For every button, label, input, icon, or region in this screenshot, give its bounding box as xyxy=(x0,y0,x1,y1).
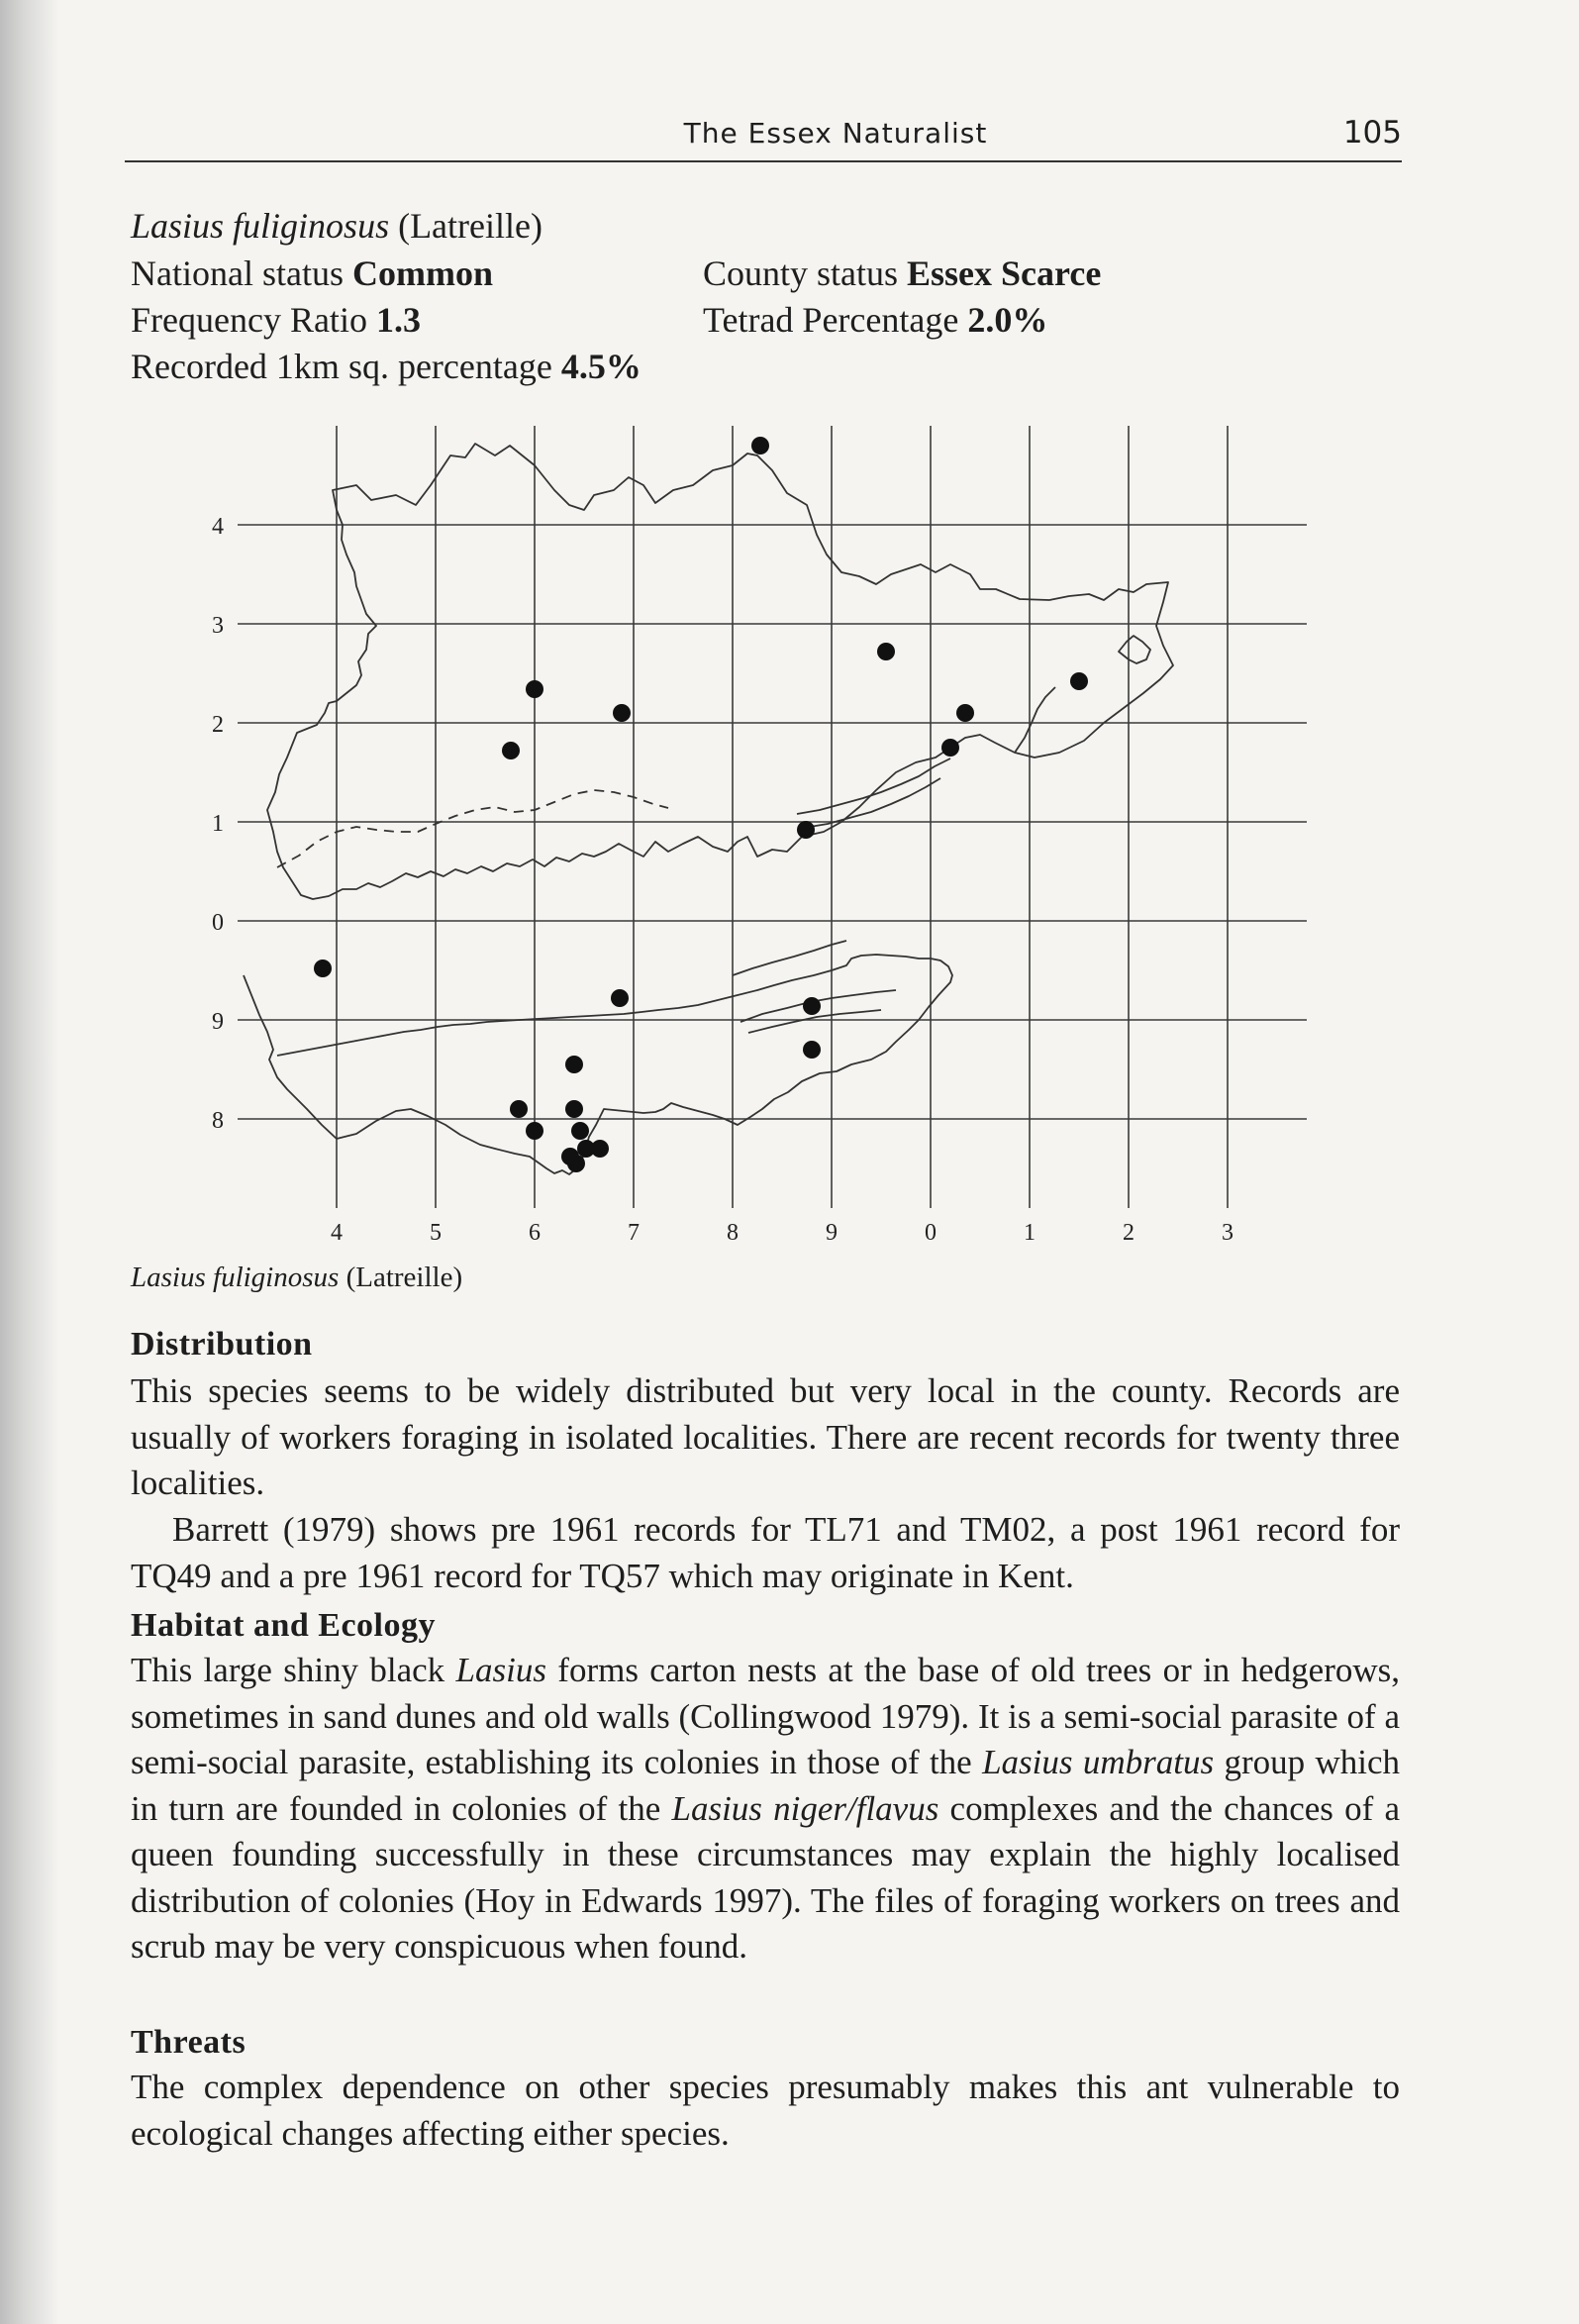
recorded-percentage xyxy=(131,344,641,389)
row-label-3: 1 xyxy=(212,811,224,837)
county-status-label: County status xyxy=(703,253,899,293)
county-status xyxy=(703,251,1101,296)
species-title xyxy=(131,203,543,249)
running-header xyxy=(125,109,1402,162)
heading-habitat: Habitat and Ecology xyxy=(131,1607,436,1644)
col-label-0: 4 xyxy=(331,1220,343,1246)
row-label-5: 9 xyxy=(212,1009,224,1035)
national-status-value: Common xyxy=(351,253,493,293)
row-label-1: 3 xyxy=(212,613,224,639)
distribution-paragraph-1: This species seems to be widely distributed but very local in the county. Records are usually of workers foraging in isolated localities. There are recent records for twenty three localities. xyxy=(131,1371,1400,1502)
col-labels xyxy=(331,1220,1234,1246)
record-dot-2 xyxy=(1070,672,1088,690)
species-genus: Lasius xyxy=(131,206,225,246)
record-dot-1 xyxy=(877,643,895,660)
species-author: (Latreille) xyxy=(398,206,543,246)
col-label-7: 1 xyxy=(1024,1220,1036,1246)
row-label-6: 8 xyxy=(212,1108,224,1134)
habitat-italic-niger-flavus: Lasius niger/flavus xyxy=(671,1788,939,1828)
recorded-percentage-value: 4.5% xyxy=(560,347,641,386)
record-dot-5 xyxy=(502,742,520,759)
hamford-water xyxy=(1119,636,1150,663)
record-dot-13 xyxy=(565,1056,583,1073)
record-dot-14 xyxy=(510,1100,528,1118)
colne-estuary xyxy=(1015,687,1055,753)
col-label-2: 6 xyxy=(529,1220,541,1246)
record-dot-19 xyxy=(591,1140,609,1158)
habitat-paragraph: This large shiny black Lasius forms carton nests at the base of old trees or in hedgerows, sometimes in sand dunes and old walls (Collingwood 1979). It is a semi-social parasite of a semi-social parasite, establishing its colonies in those of the Lasius umbratus group which in turn are founded in colonies of the Lasius niger/flavus complexes and the chances of a queen founding successfully in these circumstances may explain the highly localised distribution of colonies (Hoy in Edwards 1997). The files of foraging workers on trees and scrub may be very conspicuous when found. xyxy=(131,1651,1401,1966)
record-dots xyxy=(314,437,1088,1172)
caption-epithet: fuliginosus xyxy=(213,1262,340,1293)
col-label-1: 5 xyxy=(430,1220,442,1246)
record-dot-11 xyxy=(803,997,821,1015)
tetrad-percentage xyxy=(703,297,1047,343)
row-label-4: 0 xyxy=(212,910,224,936)
record-dot-10 xyxy=(611,989,629,1007)
col-label-8: 2 xyxy=(1123,1220,1135,1246)
heading-distribution: Distribution xyxy=(131,1326,313,1363)
tetrad-percentage-value: 2.0% xyxy=(967,300,1048,340)
record-dot-4 xyxy=(613,704,631,722)
col-label-5: 9 xyxy=(826,1220,838,1246)
map-caption xyxy=(131,1262,462,1294)
tetrad-percentage-label: Tetrad Percentage xyxy=(703,300,959,340)
record-dot-15 xyxy=(565,1100,583,1118)
habitat-italic-umbratus: Lasius umbratus xyxy=(982,1743,1215,1781)
heading-threats: Threats xyxy=(131,2024,247,2061)
record-dot-21 xyxy=(561,1148,579,1165)
habitat-italic-lasius: Lasius xyxy=(455,1651,546,1689)
row-label-2: 2 xyxy=(212,712,224,738)
row-label-0: 4 xyxy=(212,514,224,540)
frequency-ratio-label: Frequency Ratio xyxy=(131,300,367,340)
record-dot-7 xyxy=(941,739,959,757)
frequency-ratio xyxy=(131,297,421,343)
record-dot-9 xyxy=(314,960,332,977)
national-status-label: National status xyxy=(131,253,344,293)
page-gutter-shadow xyxy=(0,0,59,2324)
recorded-percentage-label: Recorded 1km sq. percentage xyxy=(131,347,552,386)
frequency-ratio-value: 1.3 xyxy=(375,300,421,340)
caption-genus: Lasius xyxy=(131,1262,206,1293)
county-outline xyxy=(267,444,1173,899)
distribution-paragraph-2 xyxy=(131,1507,1400,1599)
map-grid xyxy=(238,426,1307,1208)
distribution-map xyxy=(198,416,1307,1248)
caption-author: (Latreille) xyxy=(345,1262,463,1293)
record-dot-6 xyxy=(956,704,974,722)
row-labels xyxy=(212,514,224,1134)
distribution-paragraph-2-text: Barrett (1979) shows pre 1961 records for TL71 and TM02, a post 1961 record for TQ49 and a pre 1961 record for TQ57 which may originate in Kent. xyxy=(131,1510,1400,1595)
county-status-value: Essex Scarce xyxy=(907,253,1102,293)
national-status xyxy=(131,251,493,296)
record-dot-3 xyxy=(526,680,543,698)
species-epithet: fuliginosus xyxy=(233,206,390,246)
col-label-6: 0 xyxy=(925,1220,937,1246)
record-dot-0 xyxy=(751,437,769,455)
col-label-3: 7 xyxy=(628,1220,640,1246)
record-dot-12 xyxy=(803,1041,821,1059)
threats-paragraph: The complex dependence on other species presumably makes this ant vulnerable to ecological changes affecting either species. xyxy=(131,2068,1400,2153)
page-number: 105 xyxy=(1342,115,1402,151)
journal-title: The Essex Naturalist xyxy=(683,117,988,150)
record-dot-8 xyxy=(797,821,815,839)
record-dot-17 xyxy=(571,1122,589,1140)
col-label-4: 8 xyxy=(727,1220,739,1246)
col-label-9: 3 xyxy=(1222,1220,1234,1246)
record-dot-16 xyxy=(526,1122,543,1140)
